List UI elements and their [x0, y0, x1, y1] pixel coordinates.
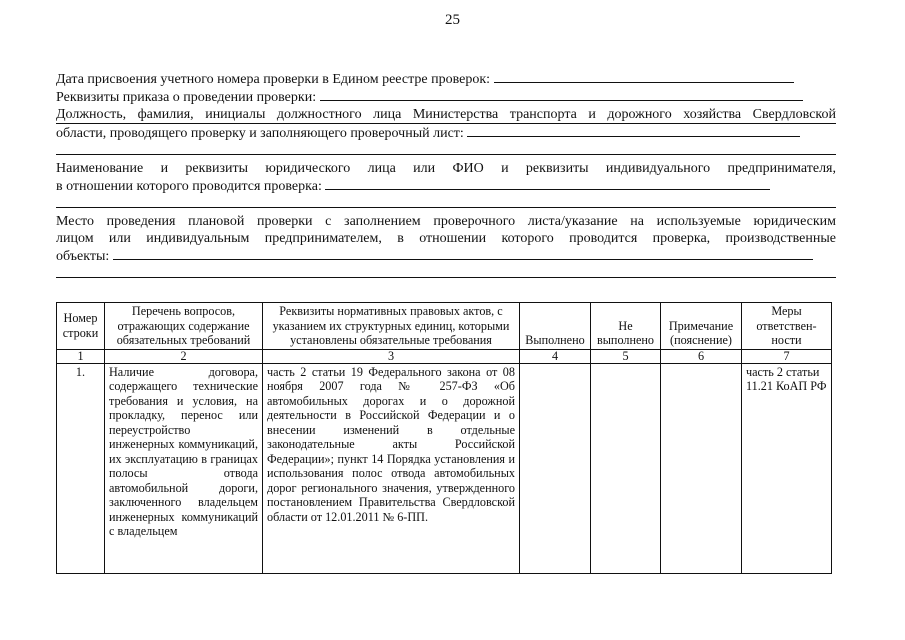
official-label-line2: области, проводящего проверку и заполняющего проверочный лист:: [56, 126, 464, 141]
official-blank[interactable]: [467, 124, 800, 137]
row-not-done-cell[interactable]: [591, 363, 661, 573]
official-label-line1: Должность, фамилия, инициалы должностного лица Министерства транспорта и дорожного хозяйства Свердловской: [56, 107, 836, 122]
place-label-line2: лицом или индивидуальным предпринимателем, в отношении которого проводится проверка, производственные: [56, 231, 836, 246]
place-label-line3: объекты:: [56, 249, 110, 264]
entity-label-line1: Наименование и реквизиты юридического лица или ФИО и реквизиты индивидуального предпринимателя,: [56, 161, 836, 176]
column-number-row: [57, 349, 832, 363]
registry-date-field: [56, 70, 836, 88]
header-row-number: Номер строки: [57, 303, 105, 350]
table-header-row: [57, 303, 832, 350]
registry-date-label: Дата присвоения учетного номера проверки в Едином реестре проверок:: [56, 72, 491, 87]
row-liability: часть 2 статьи 11.21 КоАП РФ: [742, 363, 832, 573]
column-number: 3: [263, 349, 520, 363]
row-done-cell[interactable]: [520, 363, 591, 573]
column-number: 1: [57, 349, 105, 363]
order-details-field: [56, 88, 836, 106]
column-number: 7: [742, 349, 832, 363]
entity-label-line2: в отношении которого проводится проверка:: [56, 179, 322, 194]
entity-blank[interactable]: [325, 177, 770, 190]
place-label-line1: Место проведения плановой проверки с заполнением проверочного листа/указание на используемые юридическим: [56, 214, 836, 229]
column-number: 6: [661, 349, 742, 363]
header-note: Примечание (пояснение): [661, 303, 742, 350]
table-row: [57, 363, 832, 573]
inspection-form: [56, 70, 836, 278]
header-liability: Меры ответствен-ности: [742, 303, 832, 350]
header-done: Выполнено: [520, 303, 591, 350]
place-field: [56, 247, 836, 265]
column-number: 4: [520, 349, 591, 363]
place-blank[interactable]: [113, 247, 813, 260]
header-legal-acts: Реквизиты нормативных правовых актов, с указанием их структурных единиц, которыми установлены обязательные требования: [263, 303, 520, 350]
order-details-label: Реквизиты приказа о проведении проверки:: [56, 90, 317, 105]
row-question: Наличие договора, содержащего технические требования и условия, на прокладку, перенос или переустройство инженерных коммуникаций, их эксплуатацию в границах полосы отвода автомобильной дороги, заключенного владельцем инженерных коммуникаций с владельцем: [105, 363, 263, 573]
entity-field: [56, 177, 836, 195]
official-field: [56, 124, 836, 142]
row-note-cell[interactable]: [661, 363, 742, 573]
row-number: 1.: [57, 363, 105, 573]
column-number: 5: [591, 349, 661, 363]
place-extra-rule: [56, 277, 836, 278]
registry-date-blank[interactable]: [494, 70, 794, 83]
page-number: 25: [445, 12, 460, 28]
column-number: 2: [105, 349, 263, 363]
checklist-table: [56, 302, 832, 574]
order-details-blank[interactable]: [320, 88, 803, 101]
row-legal-acts: часть 2 статьи 19 Федерального закона от 08 ноября 2007 года № 257-ФЗ «Об автомобильных дорогах и о дорожной деятельности в Российской Федерации и о внесении изменений в отдельные законодательные акты Российской Федерации»; пункт 14 Порядка установления и использования полос отвода автомобильных дорог регионального значения, утвержденного постановлением Правительства Свердловской области от 12.01.2011 № 6-ПП.: [263, 363, 520, 573]
header-not-done: Не выполнено: [591, 303, 661, 350]
header-questions: Перечень вопросов, отражающих содержание обязательных требований: [105, 303, 263, 350]
